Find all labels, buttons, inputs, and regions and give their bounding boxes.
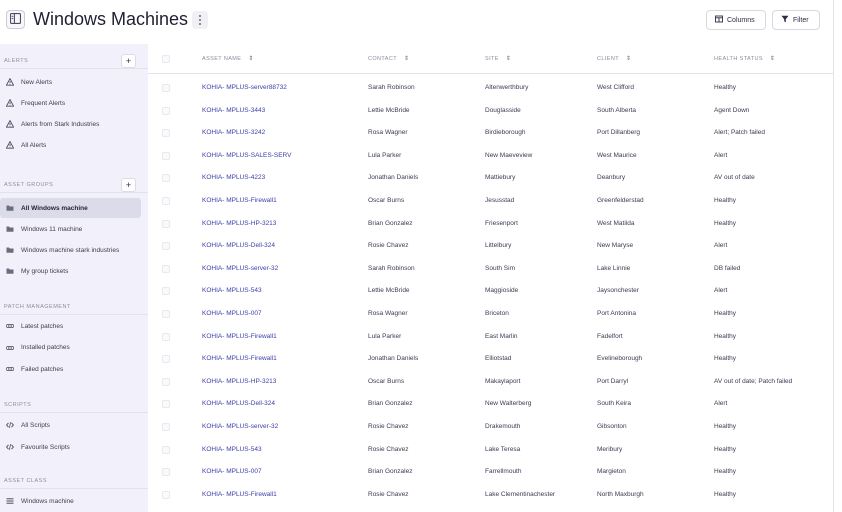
sidebar-section-header (0, 301, 148, 315)
column-header-site[interactable] (485, 55, 511, 62)
cell-client: Deanbury (597, 174, 626, 182)
cell-site: New Walterberg (485, 400, 532, 408)
sidebar-item[interactable] (0, 240, 141, 260)
cell-health: Healthy (714, 219, 737, 227)
sort-icon: ⇕ (403, 56, 410, 62)
column-header-asset-name[interactable] (202, 55, 254, 62)
column-header-health-status[interactable] (714, 55, 775, 62)
table-row[interactable] (148, 100, 834, 123)
table-row[interactable] (148, 213, 834, 236)
sidebar-item[interactable] (0, 261, 141, 281)
cell-client: Fadelfort (597, 332, 623, 340)
cell-health: Healthy (714, 445, 737, 453)
cell-client: Port Darryl (597, 377, 629, 385)
cell-health: Healthy (714, 84, 737, 91)
cell-contact: Sarah Robinson (368, 264, 415, 272)
sidebar-item[interactable] (0, 219, 141, 239)
columns-button[interactable] (706, 10, 766, 30)
filter-button[interactable] (772, 10, 820, 30)
code-icon (5, 421, 14, 430)
column-header-label: SITE (485, 56, 499, 62)
cell-site: Lake Teresa (485, 445, 521, 453)
column-header-client[interactable] (597, 55, 631, 62)
sidebar-section-label: ASSET GROUPS (4, 182, 54, 188)
table-row[interactable] (148, 167, 834, 190)
sidebar-item-label: Alerts from Stark Industries (21, 120, 100, 128)
table-row[interactable] (148, 280, 834, 303)
row-checkbox[interactable] (162, 310, 170, 318)
row-checkbox[interactable] (162, 242, 170, 250)
cell-contact: Rosie Chavez (368, 242, 409, 250)
sidebar-item-label: New Alerts (21, 78, 53, 86)
cell-health: AV out of date (714, 174, 755, 182)
sidebar-section-label: ASSET CLASS (4, 478, 47, 484)
table-row[interactable] (148, 77, 834, 100)
cell-contact: Rosa Wagner (368, 129, 408, 137)
asset-name-link[interactable]: KOHIA- MPLUS-Dell-324 (202, 400, 275, 408)
cell-site: Farrellmouth (485, 468, 522, 476)
cell-client: Port Antonina (597, 310, 637, 317)
sidebar (0, 44, 148, 512)
row-checkbox[interactable] (162, 400, 170, 408)
cell-contact: Sarah Robinson (368, 84, 415, 91)
sidebar-item-label: All Scripts (21, 421, 50, 429)
section-divider (0, 192, 148, 193)
asset-name-link[interactable]: KOHIA- MPLUS-server-32 (202, 264, 279, 272)
asset-name-link[interactable]: KOHIA- MPLUS-3443 (202, 106, 266, 114)
sidebar-item[interactable] (0, 359, 141, 379)
asset-name-link[interactable]: KOHIA- MPLUS-543 (202, 445, 262, 453)
section-divider (0, 412, 148, 413)
cell-client: Margieton (597, 468, 626, 476)
asset-name-link[interactable]: KOHIA- MPLUS-007 (202, 310, 262, 317)
sidebar-toggle-button[interactable] (6, 10, 25, 29)
columns-icon (715, 15, 723, 25)
asset-name-link[interactable]: KOHIA- MPLUS-server-32 (202, 423, 279, 430)
cell-client: New Maryse (597, 242, 634, 250)
cell-contact: Rosie Chavez (368, 423, 409, 430)
sidebar-item-label: My group tickets (21, 267, 69, 275)
cell-client: North Maxburgh (597, 490, 644, 498)
sidebar-item-label: Windows machine stark industries (21, 246, 120, 254)
section-divider (0, 488, 148, 489)
sidebar-item[interactable] (0, 135, 141, 155)
row-checkbox[interactable] (162, 129, 170, 137)
cell-site: Elliotstad (485, 355, 512, 363)
cell-health: Alert (714, 287, 728, 295)
columns-label: Columns (727, 16, 755, 24)
row-checkbox[interactable] (162, 378, 170, 386)
asset-name-link[interactable]: KOHIA- MPLUS-007 (202, 468, 262, 476)
row-checkbox[interactable] (162, 174, 170, 182)
cell-site: East Marlin (485, 332, 518, 340)
sidebar-item[interactable] (0, 491, 141, 511)
table-row[interactable] (148, 484, 834, 507)
row-checkbox[interactable] (162, 491, 170, 499)
add-section-item-button[interactable]: + (121, 54, 136, 68)
column-header-label: HEALTH STATUS (714, 56, 763, 62)
more-options-button[interactable] (192, 11, 208, 29)
cell-health: Healthy (714, 332, 737, 340)
patch-icon (5, 322, 14, 331)
cell-client: Port Dillanberg (597, 129, 640, 137)
cell-health: AV out of date; Patch failed (714, 377, 793, 385)
table-row[interactable] (148, 303, 834, 326)
row-checkbox[interactable] (162, 355, 170, 363)
cell-health: DB failed (714, 264, 741, 272)
cell-health: Alert; Patch failed (714, 129, 765, 137)
table-row[interactable] (148, 371, 834, 394)
patch-icon (5, 343, 14, 352)
cell-contact: Brian Gonzalez (368, 219, 413, 227)
section-divider (0, 314, 148, 315)
cell-site: Douglasside (485, 106, 521, 114)
cell-client: West Maurice (597, 151, 637, 159)
asset-name-link[interactable]: KOHIA- MPLUS-543 (202, 287, 262, 295)
cell-contact: Lettie McBride (368, 106, 410, 114)
sidebar-item-label: Frequent Alerts (21, 99, 66, 107)
cell-contact: Oscar Burns (368, 377, 405, 385)
cell-site: Lake Clementinachester (485, 490, 556, 498)
table-row[interactable] (148, 235, 834, 258)
cell-contact: Lettie McBride (368, 287, 410, 295)
sidebar-section-header (0, 179, 148, 193)
sidebar-item[interactable] (0, 415, 141, 435)
row-checkbox[interactable] (162, 446, 170, 454)
sidebar-item-label: Windows 11 machine (21, 225, 83, 233)
row-checkbox[interactable] (162, 287, 170, 295)
row-checkbox[interactable] (162, 468, 170, 476)
asset-name-link[interactable]: KOHIA- MPLUS-Firewall1 (202, 197, 277, 204)
sidebar-item[interactable] (0, 72, 141, 92)
sidebar-item-label: Latest patches (21, 322, 64, 330)
cell-site: Maggioside (485, 287, 519, 295)
sort-icon: ⇕ (625, 56, 632, 62)
sort-icon: ⇕ (248, 56, 254, 62)
row-checkbox[interactable] (162, 107, 170, 115)
cell-health: Healthy (714, 310, 737, 317)
sidebar-section-label: PATCH MANAGEMENT (4, 304, 71, 310)
cell-health: Healthy (714, 355, 737, 363)
row-checkbox[interactable] (162, 197, 170, 205)
asset-name-link[interactable]: KOHIA- MPLUS-HP-3213 (202, 219, 277, 227)
page-header (0, 0, 834, 44)
warning-icon (5, 120, 14, 129)
cell-contact: Oscar Burns (368, 197, 405, 204)
table-row[interactable] (148, 439, 834, 462)
warning-icon (5, 141, 14, 150)
assets-table (148, 44, 834, 512)
cell-client: Greenfelderstad (597, 197, 644, 204)
sidebar-item[interactable] (0, 93, 141, 113)
row-checkbox[interactable] (162, 423, 170, 431)
table-header (148, 44, 834, 74)
select-all-checkbox[interactable] (162, 55, 170, 63)
column-header-label: ASSET NAME (202, 56, 242, 62)
table-row[interactable] (148, 190, 834, 213)
table-row[interactable] (148, 461, 834, 484)
table-row[interactable] (148, 416, 834, 439)
cell-health: Alert (714, 400, 728, 408)
row-checkbox[interactable] (162, 220, 170, 228)
table-row[interactable] (148, 145, 834, 168)
cell-site: Briceton (485, 310, 509, 317)
cell-contact: Rosie Chavez (368, 445, 409, 453)
cell-health: Agent Down (714, 106, 750, 114)
column-header-contact[interactable] (368, 55, 409, 62)
cell-contact: Jonathan Daniels (368, 174, 419, 182)
table-row[interactable] (148, 348, 834, 371)
sidebar-toggle-icon (10, 11, 21, 29)
cell-client: Meribury (597, 445, 623, 453)
asset-name-link[interactable]: KOHIA- MPLUS-3242 (202, 129, 266, 137)
cell-site: Littelbury (485, 242, 512, 250)
cell-contact: Brian Gonzalez (368, 468, 413, 476)
cell-contact: Lula Parker (368, 151, 402, 159)
cell-client: Gibsonton (597, 423, 627, 430)
list-icon (5, 497, 14, 506)
row-checkbox[interactable] (162, 84, 170, 92)
sidebar-item-label: Failed patches (21, 365, 64, 373)
cell-site: Makaylaport (485, 377, 521, 385)
sidebar-item[interactable] (0, 198, 141, 218)
cell-health: Alert (714, 242, 728, 250)
sidebar-section-label: ALERTS (4, 58, 29, 64)
cell-health: Healthy (714, 423, 737, 430)
asset-name-link[interactable]: KOHIA- MPLUS-Firewall1 (202, 332, 277, 340)
add-section-item-button[interactable]: + (121, 178, 136, 192)
cell-client: Jaysonchester (597, 287, 639, 295)
folder-icon (5, 246, 14, 255)
sidebar-item-label: Favourite Scripts (21, 443, 70, 451)
code-icon (5, 443, 14, 452)
cell-contact: Jonathan Daniels (368, 355, 419, 363)
asset-name-link[interactable]: KOHIA- MPLUS-Firewall1 (202, 490, 277, 498)
cell-client: West Matilda (597, 219, 635, 227)
table-row[interactable] (148, 326, 834, 349)
folder-icon (5, 225, 14, 234)
sidebar-item[interactable] (0, 114, 141, 134)
page-title: Windows Machines (33, 9, 189, 29)
folder-icon (5, 267, 14, 276)
sidebar-item-label: All Windows machine (21, 204, 88, 212)
cell-client: West Clifford (597, 84, 634, 91)
column-header-label: CLIENT (597, 56, 619, 62)
cell-health: Healthy (714, 468, 737, 476)
cell-site: Jesusstad (485, 197, 515, 204)
sort-icon: ⇕ (505, 56, 512, 62)
row-checkbox[interactable] (162, 333, 170, 341)
table-row[interactable] (148, 393, 834, 416)
patch-icon (5, 365, 14, 374)
cell-health: Healthy (714, 490, 737, 498)
warning-icon (5, 99, 14, 108)
asset-name-link[interactable]: KOHIA- MPLUS-Dell-324 (202, 242, 275, 250)
table-row[interactable] (148, 258, 834, 281)
cell-contact: Rosie Chavez (368, 490, 409, 498)
asset-name-link[interactable]: KOHIA- MPLUS-SALES-SERV (202, 151, 292, 159)
sidebar-item[interactable] (0, 316, 141, 336)
sidebar-section-header (0, 475, 148, 489)
column-header-label: CONTACT (368, 56, 397, 62)
cell-client: South Keira (597, 400, 631, 408)
folder-icon (5, 204, 14, 213)
cell-contact: Rosa Wagner (368, 310, 408, 317)
section-divider (0, 68, 148, 69)
cell-site: Altenwerthbury (485, 84, 529, 91)
cell-site: New Maeveview (485, 151, 533, 159)
sidebar-item[interactable] (0, 338, 141, 358)
asset-name-link[interactable]: KOHIA- MPLUS-Firewall1 (202, 355, 277, 363)
sidebar-section-header (0, 399, 148, 413)
filter-icon (781, 15, 789, 25)
sidebar-section-label: SCRIPTS (4, 402, 32, 408)
table-row[interactable] (148, 122, 834, 145)
sort-icon: ⇕ (769, 56, 776, 62)
cell-client: Evelineborough (597, 355, 643, 363)
filter-label: Filter (793, 16, 809, 24)
sidebar-item-label: All Alerts (21, 141, 47, 149)
cell-client: South Alberta (597, 106, 637, 114)
asset-name-link[interactable]: KOHIA- MPLUS-HP-3213 (202, 377, 277, 385)
sidebar-item[interactable] (0, 437, 141, 457)
cell-site: Friesenport (485, 219, 518, 227)
asset-name-link[interactable]: KOHIA- MPLUS-4223 (202, 174, 266, 182)
cell-client: Lake Linnie (597, 264, 631, 272)
cell-contact: Lula Parker (368, 332, 402, 340)
cell-site: Birdieborough (485, 129, 526, 137)
asset-name-link[interactable]: KOHIA- MPLUS-server88732 (202, 84, 287, 91)
row-checkbox[interactable] (162, 265, 170, 273)
cell-contact: Brian Gonzalez (368, 400, 413, 408)
cell-health: Healthy (714, 197, 737, 204)
cell-site: Drakemouth (485, 423, 521, 430)
cell-health: Alert (714, 151, 728, 159)
sidebar-item-label: Installed patches (21, 344, 70, 351)
cell-site: Mattiebury (485, 174, 516, 182)
warning-icon (5, 78, 14, 87)
cell-site: South Sim (485, 264, 515, 272)
row-checkbox[interactable] (162, 152, 170, 160)
sidebar-item-label: Windows machine (21, 497, 74, 505)
sidebar-section-header (0, 55, 148, 69)
